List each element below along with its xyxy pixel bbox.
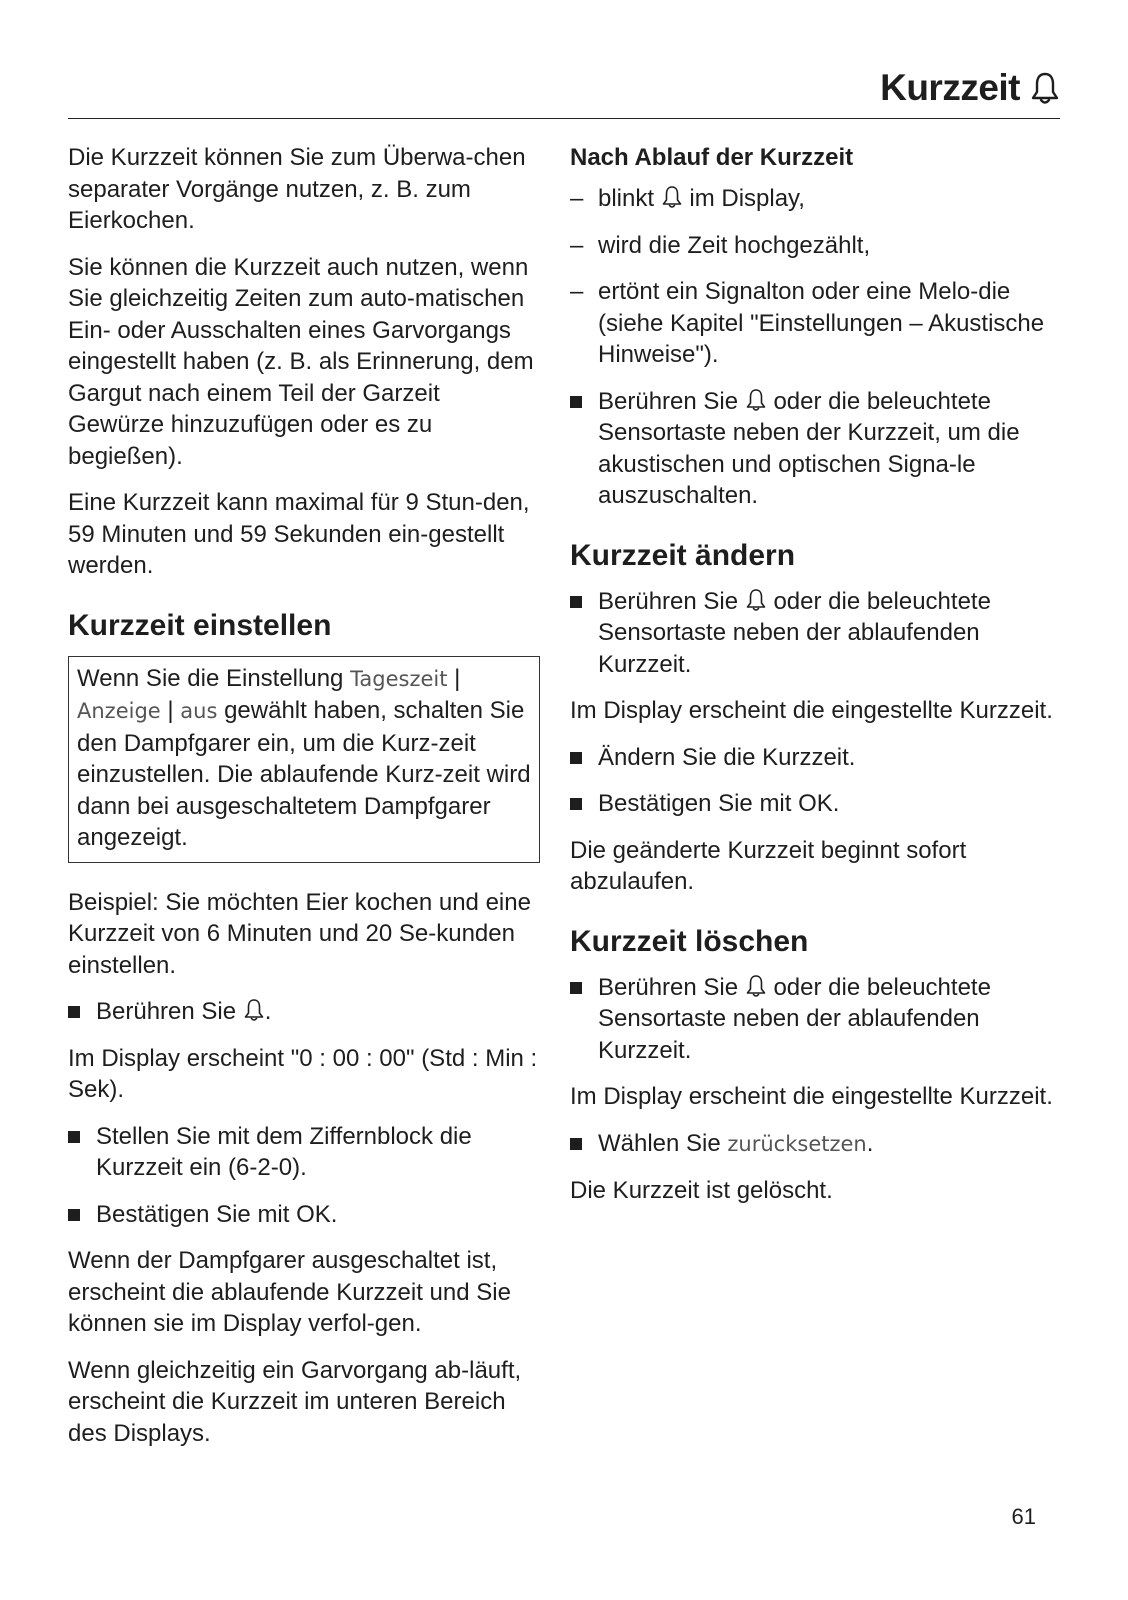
list-text: ertönt ein Signalton oder eine Melo-die (siehe Kapitel "Einstellungen – Akustische Hinweise"). [598, 278, 1045, 368]
step-text: oder die beleuchtete Sensortaste neben der ablaufenden Kurzzeit. [598, 587, 991, 678]
note-separator: | [160, 697, 181, 724]
page-number: 61 [1011, 1504, 1036, 1529]
intro-paragraph-3: Eine Kurzzeit kann maximal für 9 Stun-den, 59 Minuten und 59 Sekunden ein-gestellt werden. [68, 489, 530, 579]
step-text-end: . [866, 1129, 874, 1157]
page-title-text: Kurzzeit [880, 67, 1020, 108]
list-text: blinkt [598, 185, 655, 212]
note-box [68, 656, 540, 863]
step-text: Wählen Sie [598, 1129, 728, 1157]
bullet-square-icon [570, 752, 582, 764]
change-display-paragraph: Im Display erscheint die eingestellte Kurzzeit. [570, 697, 1053, 724]
paragraph-parallel-cooking: Wenn gleichzeitig ein Garvorgang ab-läuft, erscheint die Kurzzeit im unteren Bereich des Displays. [68, 1356, 522, 1447]
step-confirm-ok [68, 1199, 540, 1231]
step-turn-off-signals [570, 386, 1060, 512]
bullet-square-icon [570, 1138, 582, 1150]
list-text: im Display, [689, 185, 805, 212]
step-enter-digits [68, 1121, 540, 1184]
step-text: Ändern Sie die Kurzzeit. [598, 743, 856, 771]
step-change-confirm [570, 788, 1060, 820]
note-text-post: gewählt haben, schalten Sie den Dampfgarer ein, um die Kurz-zeit einzustellen. Die ablaufende Kurz-zeit wird dann bei ausgeschaltetem Dampfgarer angezeigt. [77, 697, 531, 851]
display-option-tageszeit: Tageszeit [350, 666, 448, 691]
dash-mark: – [570, 185, 584, 212]
step-delete-touch [570, 972, 1060, 1067]
step-change-touch [570, 586, 1060, 681]
step-text: Berühren Sie [598, 587, 739, 615]
dash-mark: – [570, 231, 584, 259]
step-change-time [570, 742, 1060, 774]
bullet-square-icon [68, 1209, 80, 1221]
bullet-square-icon [570, 798, 582, 810]
list-item-counts-up [570, 230, 1060, 262]
delete-display-paragraph: Im Display erscheint die eingestellte Kurzzeit. [570, 1083, 1053, 1110]
step-text: Bestätigen Sie mit OK. [598, 790, 840, 817]
left-column [68, 142, 540, 1464]
bullet-square-icon [570, 982, 582, 994]
display-option-anzeige: Anzeige [77, 699, 161, 723]
bell-icon [745, 974, 767, 998]
intro-paragraph-1: Die Kurzzeit können Sie zum Überwa-chen separater Vorgänge nutzen, z. B. zum Eierkochen. [68, 144, 526, 234]
bullet-square-icon [68, 1131, 80, 1143]
change-result-paragraph: Die geänderte Kurzzeit beginnt sofort abzulaufen. [570, 836, 967, 895]
bell-icon [661, 185, 683, 209]
list-text: wird die Zeit hochgezählt, [598, 231, 871, 259]
section-title-set: Kurzzeit einstellen [68, 608, 332, 642]
list-item-signal [570, 276, 1060, 371]
step-text: Berühren Sie [598, 387, 739, 415]
bullet-square-icon [570, 396, 582, 408]
step-text: Bestätigen Sie mit OK. [96, 1200, 338, 1228]
list-item-blinks [570, 183, 1060, 215]
note-separator: | [447, 664, 461, 692]
step-text: oder die beleuchtete Sensortaste neben der Kurzzeit, um die akustischen und optischen Signa-le auszuschalten. [598, 387, 1020, 509]
section-title-delete: Kurzzeit löschen [570, 924, 809, 958]
dash-mark: – [570, 278, 584, 305]
bell-icon [243, 998, 265, 1022]
delete-result-paragraph: Die Kurzzeit ist gelöscht. [570, 1177, 833, 1204]
step-text: Berühren Sie [598, 973, 739, 1001]
intro-paragraph-2: Sie können die Kurzzeit auch nutzen, wenn Sie gleichzeitig Zeiten zum auto-matischen Ein- oder Ausschalten eines Garvorgangs eingestellt haben (z. B. als Erinnerung, dem Gargut nach einem Teil der Garzeit Gewürze hinzuzufügen oder es zu begießen). [68, 253, 534, 470]
display-option-reset: zurücksetzen [727, 1131, 867, 1156]
step-text: Stellen Sie mit dem Ziffernblock die Kurzzeit ein (6-2-0). [96, 1122, 472, 1181]
bell-icon [1030, 71, 1060, 105]
display-shows-zero: Im Display erscheint "0 : 00 : 00" (Std : Min : Sek). [68, 1044, 538, 1103]
step-text: oder die beleuchtete Sensortaste neben der ablaufenden Kurzzeit. [598, 973, 991, 1064]
bullet-square-icon [68, 1006, 80, 1018]
bell-icon [745, 388, 767, 412]
display-option-aus: aus [180, 699, 218, 723]
step-text: Berühren Sie [96, 998, 237, 1025]
section-title-change: Kurzzeit ändern [570, 538, 796, 572]
right-column [570, 142, 1060, 1222]
subsection-title-after: Nach Ablauf der Kurzzeit [570, 144, 854, 171]
step-touch-bell [68, 996, 540, 1028]
bullet-square-icon [570, 596, 582, 608]
bell-icon [745, 588, 767, 612]
step-delete-reset [570, 1128, 1060, 1161]
paragraph-appliance-off: Wenn der Dampfgarer ausgeschaltet ist, erscheint die ablaufende Kurzzeit und Sie können sie im Display verfol-gen. [68, 1247, 511, 1337]
example-paragraph: Beispiel: Sie möchten Eier kochen und eine Kurzzeit von 6 Minuten und 20 Se-kunden einstellen. [68, 888, 531, 979]
step-text-end: . [264, 998, 272, 1025]
note-text-pre: Wenn Sie die Einstellung [77, 664, 351, 692]
page-header [68, 58, 1060, 119]
page-title [880, 68, 1060, 108]
